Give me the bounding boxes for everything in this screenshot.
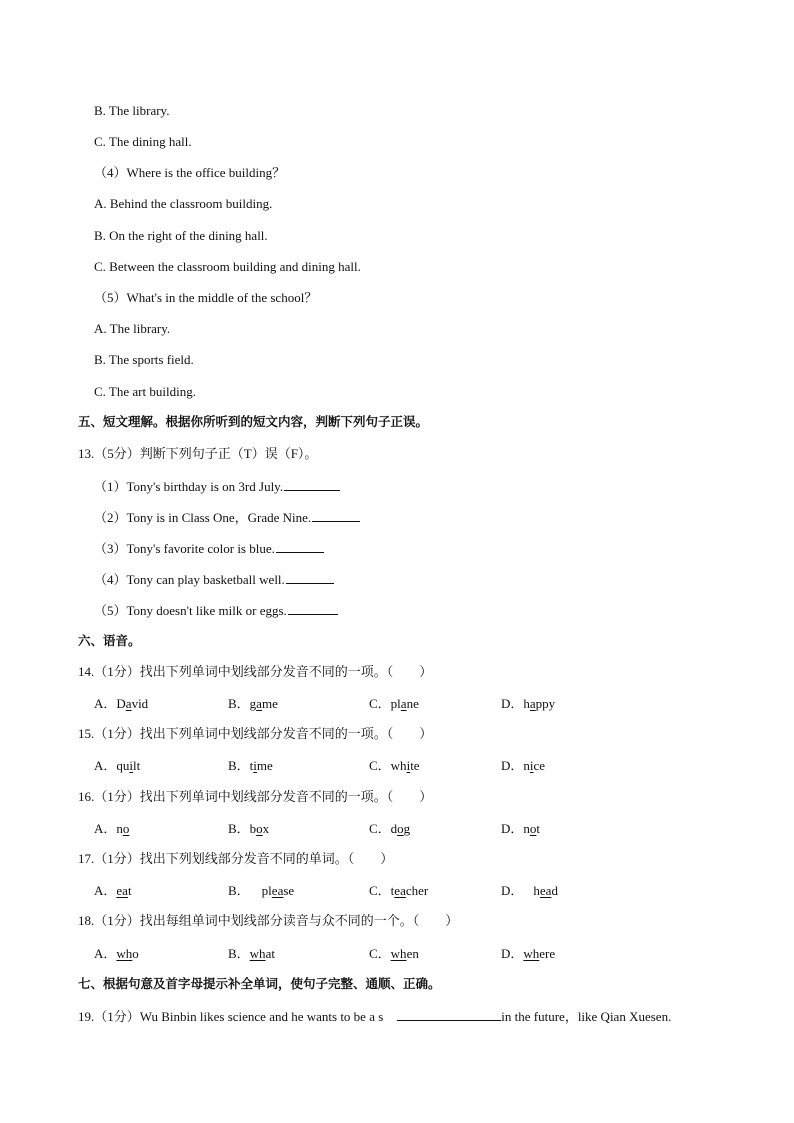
q12-sub3-option-c: C. The dining hall. <box>94 134 192 149</box>
q14-option-c[interactable]: C．plane <box>369 696 419 711</box>
q15-option-d[interactable]: D．nice <box>501 758 546 773</box>
q12-sub4-option-c: C. Between the classroom building and dining hall. <box>94 259 361 274</box>
answer-blank[interactable] <box>284 478 340 491</box>
q16-option-c[interactable]: C．dog <box>369 821 411 836</box>
answer-blank[interactable] <box>312 509 360 522</box>
q12-sub4-option-a: A. Behind the classroom building. <box>94 196 273 211</box>
q12-sub5-question: （5）What's in the middle of the school？ <box>94 290 318 305</box>
q17-option-b[interactable]: B． please <box>228 883 295 898</box>
q13-item-4: （4）Tony can play basketball well. <box>94 571 334 588</box>
section7-heading: 七、根据句意及首字母提示补全单词，使句子完整、通顺、正确。 <box>78 976 441 991</box>
q18-stem: 18.（1分）找出每组单词中划线部分读音与众不同的一个。（ ） <box>78 913 459 928</box>
q17-option-d[interactable]: D． head <box>501 883 558 898</box>
q12-sub4-question: （4）Where is the office building？ <box>94 165 286 180</box>
q13-item-1: （1）Tony's birthday is on 3rd July. <box>94 478 340 495</box>
q12-sub3-option-b: B. The library. <box>94 103 170 118</box>
section6-heading: 六、语音。 <box>78 633 141 648</box>
q18-option-a[interactable]: A．who <box>94 946 139 961</box>
q19-stem: 19.（1分）Wu Binbin likes science and he wants to be a s in the future，like Qian Xuesen. <box>78 1009 672 1024</box>
q14-option-d[interactable]: D．happy <box>501 696 556 711</box>
q13-item-3: （3）Tony's favorite color is blue. <box>94 540 324 557</box>
q17-stem: 17.（1分）找出下列划线部分发音不同的单词。（ ） <box>78 851 394 866</box>
q15-option-b[interactable]: B．time <box>228 758 273 773</box>
q17-option-a[interactable]: A．eat <box>94 883 132 898</box>
q12-sub5-option-a: A. The library. <box>94 321 171 336</box>
q13-item-2: （2）Tony is in Class One，Grade Nine. <box>94 509 360 526</box>
answer-blank[interactable] <box>288 602 338 615</box>
section5-heading: 五、短文理解。根据你所听到的短文内容，判断下列句子正误。 <box>78 414 429 429</box>
q18-option-b[interactable]: B．what <box>228 946 275 961</box>
q13-item-5: （5）Tony doesn't like milk or eggs. <box>94 602 338 619</box>
q13-stem: 13.（5分）判断下列句子正（T）误（F）。 <box>78 446 318 461</box>
q18-option-c[interactable]: C．when <box>369 946 419 961</box>
q12-sub5-option-b: B. The sports field. <box>94 352 194 367</box>
q14-stem: 14.（1分）找出下列单词中划线部分发音不同的一项。（ ） <box>78 664 433 679</box>
q16-stem: 16.（1分）找出下列单词中划线部分发音不同的一项。（ ） <box>78 789 433 804</box>
q17-option-c[interactable]: C．teacher <box>369 883 429 898</box>
q16-option-a[interactable]: A．no <box>94 821 130 836</box>
answer-blank[interactable] <box>397 1008 501 1021</box>
answer-blank[interactable] <box>276 540 324 553</box>
q12-sub5-option-c: C. The art building. <box>94 384 196 399</box>
q15-option-a[interactable]: A．quilt <box>94 758 141 773</box>
q12-sub4-option-b: B. On the right of the dining hall. <box>94 228 268 243</box>
q15-option-c[interactable]: C．white <box>369 758 420 773</box>
q14-option-b[interactable]: B．game <box>228 696 278 711</box>
q14-option-a[interactable]: A．David <box>94 696 149 711</box>
q18-option-d[interactable]: D．where <box>501 946 556 961</box>
q16-option-b[interactable]: B．box <box>228 821 270 836</box>
q15-stem: 15.（1分）找出下列单词中划线部分发音不同的一项。（ ） <box>78 726 433 741</box>
q16-option-d[interactable]: D．not <box>501 821 541 836</box>
answer-blank[interactable] <box>286 571 334 584</box>
